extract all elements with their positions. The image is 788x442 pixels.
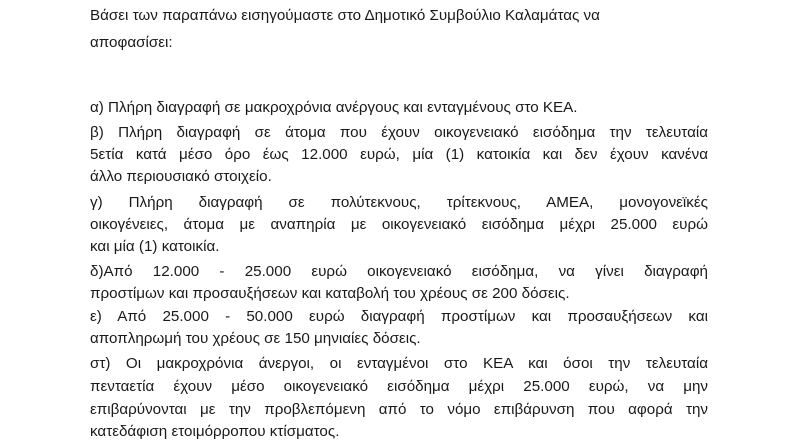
item-f-line-1: στ) Οι μακροχρόνια άνεργοι, οι ενταγμένοι στο ΚΕΑ και όσοι την τελευταία — [90, 355, 708, 372]
item-f-line-2: πενταετία έχουν μέσο οικογενειακό εισόδημα μέχρι 25.000 ευρώ, να μην — [90, 378, 708, 395]
item-c-line-2: οικογένειες, άτομα με αναπηρία με οικογενειακό εισόδημα μέχρι 25.000 ευρώ — [90, 216, 708, 233]
item-c-line-3: και μία (1) κατοικία. — [90, 238, 220, 255]
item-c-line-1: γ) Πλήρη διαγραφή σε πολύτεκνους, τρίτεκνους, ΑΜΕΑ, μονογονεϊκές — [90, 194, 708, 211]
item-e-line-2: αποπληρωμή του χρέους σε 150 μηνιαίες δόσεις. — [90, 330, 421, 347]
item-b-line-3: άλλο περιουσιακό στοιχείο. — [90, 168, 272, 185]
item-d-line-1: δ)Από 12.000 - 25.000 ευρώ οικογενειακό εισόδημα, να γίνει διαγραφή — [90, 263, 708, 280]
item-f-line-4: κατεδάφιση ετοιμόρροπου κτίσματος. — [90, 423, 340, 440]
item-b-line-1: β) Πλήρη διαγραφή σε άτομα που έχουν οικογενειακό εισόδημα την τελευταία — [90, 124, 708, 141]
item-f-line-3: επιβαρύνονται με την προβλεπόμενη από το νόμο επιβάρυνση που αφορά την — [90, 401, 708, 418]
item-d-line-2: προστίμων και προσαυξήσεων και καταβολή του χρέους σε 200 δόσεις. — [90, 285, 570, 302]
item-a-line-1: α) Πλήρη διαγραφή σε μακροχρόνια ανέργους και ενταγμένους στο ΚΕΑ. — [90, 99, 578, 116]
intro-line-2: αποφασίσει: — [90, 34, 173, 51]
intro-line-1: Βάσει των παραπάνω εισηγούμαστε στο Δημοτικό Συμβούλιο Καλαμάτας να — [90, 7, 600, 24]
item-b-line-2: 5ετία κατά μέσο όρο έως 12.000 ευρώ, μία (1) κατοικία και δεν έχουν κανένα — [90, 146, 708, 163]
item-e-line-1: ε) Από 25.000 - 50.000 ευρώ διαγραφή προστίμων και προσαυξήσεων και — [90, 308, 708, 325]
